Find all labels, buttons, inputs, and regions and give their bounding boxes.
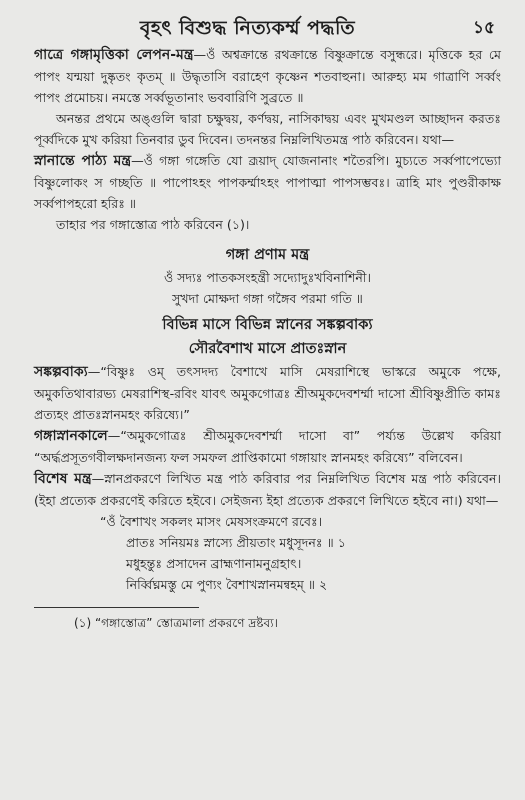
- ganga-snan-heading: গঙ্গাস্নানকালে: [34, 428, 108, 444]
- vaishakh-snan-heading: সৌরবৈশাখ মাসে প্রাতঃস্নান: [188, 341, 347, 357]
- page-header: [34, 0, 501, 40]
- sankalpa-section-heading: বিভিন্ন মাসে বিভিন্ন স্নানের সঙ্কল্পবাক্য: [162, 317, 373, 333]
- shloka-line-1: “ওঁ বৈশাখং সকলং মাসং মেষসংক্রমণে রবেঃ।: [100, 514, 323, 529]
- shloka-line-4: নির্ব্বিঘ্নমস্তু মে পুণ্যং বৈশাখস্নানমন্বহম্ ॥ ২: [126, 577, 328, 592]
- paragraph-instructions: অনন্তর প্রথমে অঙ্গুলি দ্বারা চক্ষুদ্বয়, কর্ণদ্বয়, নাসিকাদ্বয় এবং মুখমণ্ডল আচ্ছাদন করতঃ পূর্ব্বদিকে মুখ করিয়া তিনবার ডুব দিবেন। তদনন্তর নিম্নলিখিতমন্ত্র পাঠ করিবেন। যথা—: [34, 111, 501, 147]
- sankalpa-text: —“বিষ্ণুঃ ওম্ তৎসদদ্য বৈশাখে মাসি মেষরাশিস্থে ভাস্করে অমুকে পক্ষে, অমুকতিথাবারভ্য মেষরাশিস্থ-রবিং যাবৎ অমুকগোত্রঃ শ্রীঅমুকদেবশর্ম্মা দাসো শ্রীবিষ্ণুপ্রীতি কামঃ প্রত্যহং প্রাতঃস্নানমহং করিষ্যে।”: [34, 364, 501, 422]
- ganga-pranam-line-2: সুখদা মোক্ষদা গঙ্গা গঙ্গৈব পরমা গতি ॥: [172, 291, 363, 306]
- paragraph-stotra-note: তাহার পর গঙ্গাস্তোত্র পাঠ করিবেন (১)।: [56, 217, 250, 232]
- vishesh-mantra-heading: বিশেষ মন্ত্র: [34, 471, 92, 487]
- vishesh-mantra-text: —স্নানপ্রকরণে লিখিত মন্ত্র পাঠ করিবার পর নিম্নলিখিত বিশেষ মন্ত্র পাঠ করিবেন। (ইহা প্রত্যেক প্রকরণেই করিতে হইবে। সেইজন্য ইহা প্রত্যেক প্রকরণে লিখিতে হইবে না।) যথা—: [34, 471, 502, 508]
- paragraph-lepan-mantra: [34, 44, 501, 108]
- paragraph-vishesh-mantra: [34, 468, 501, 511]
- paragraph-sankalpa: [34, 361, 501, 425]
- footnote-divider: [34, 607, 199, 608]
- page-number: ১৫: [472, 18, 495, 38]
- lepan-mantra-heading: গাত্রে গঙ্গামৃত্তিকা লেপন-মন্ত্র: [34, 47, 194, 63]
- paragraph-ganga-snan: [34, 425, 501, 468]
- lepan-mantra-text: —ওঁ অশ্বক্রান্তে রথক্রান্তে বিষ্ণুক্রান্তে বসুন্ধরে। মৃত্তিকে হর মে পাপং যন্ময়া দুষ্কৃতং কৃতম্ ॥ উদ্ধৃতাসি বরাহেণ কৃষ্ণেন শতবাহুনা। আরুহ্য মম গাত্রাণি সর্ব্বং পাপং প্রমোচয়। নমস্তে সর্ব্বভূতানাং ভববারিণি সুব্রতে ॥: [34, 47, 501, 105]
- paragraph-snanante-mantra: [34, 150, 501, 214]
- ganga-snan-text: —“অমুকগোত্রঃ শ্রীঅমুকদেবশর্ম্মা দাসো বা” পর্য্যন্ত উল্লেখ করিয়া “অর্দ্ধপ্রসূতগবীলক্ষদানজন্য ফল সমফল প্রাপ্তিকামো গঙ্গায়াং স্নানমহং করিষ্যে” বলিবেন।: [34, 428, 501, 465]
- ganga-pranam-line-1: ওঁ সদ্যঃ পাতকসংহন্ত্রী সদ্যোদুঃখবিনাশিনী।: [163, 270, 372, 285]
- ganga-pranam-heading: গঙ্গা প্রণাম মন্ত্র: [225, 247, 310, 263]
- footnote: (১) “গঙ্গাস্তোত্র” স্তোত্রমালা প্রকরণে দ্রষ্টব্য।: [74, 616, 278, 630]
- snanante-mantra-text: —ওঁ গঙ্গা গঙ্গেতি যো ব্রূয়াদ্ যোজনানাং শতৈরপি। মুচ্যতে সর্ব্বপাপেভ্যো বিষ্ণুলোকং স গচ্ছতি ॥ পাপোঽহং পাপকর্ম্মাঽহং পাপাত্মা পাপসম্ভবঃ। ত্রাহি মাং পুণ্ডরীকাক্ষ সর্ব্বপাপহরো হরিঃ ॥: [34, 153, 502, 211]
- running-title: বৃহৎ বিশুদ্ধ নিত্যকর্ম্ম পদ্ধতি: [139, 17, 356, 39]
- shloka-line-3: মধুহন্তুঃ প্রসাদেন ব্রাহ্মণানামনুগ্রহাৎ।: [126, 556, 302, 571]
- snanante-mantra-heading: স্নানান্তে পাঠ্য মন্ত্র: [34, 153, 132, 169]
- shloka-line-2: প্রাতঃ সনিয়মঃ স্নাস্যে প্রীয়তাং মধুসূদনঃ ॥ ১: [126, 535, 346, 550]
- sankalpa-heading: সঙ্কল্পবাক্য: [34, 364, 88, 380]
